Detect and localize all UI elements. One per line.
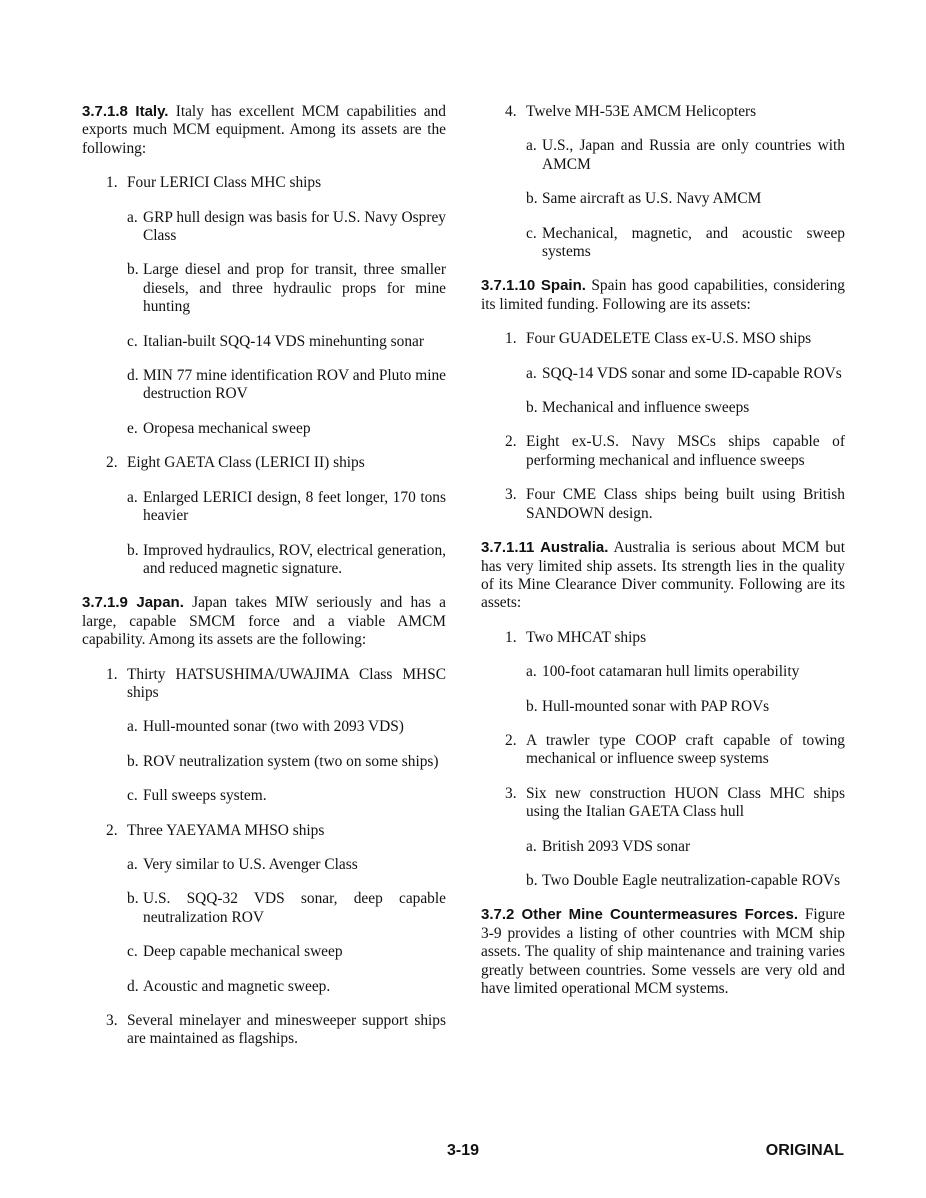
section-japan-intro: 3.7.1.9 Japan. Japan takes MIW seriously and has a large, capable SMCM force and a viable AMCM capability. Among its assets are the following:: [82, 594, 446, 649]
list-item: 2. Eight ex-U.S. Navy MSCs ships capable of performing mechanical and influence sweeps: [505, 433, 845, 469]
list-item: 1. Thirty HATSUSHIMA/UWAJIMA Class MHSC ships: [106, 665, 446, 701]
list-subitem: a. SQQ-14 VDS sonar and some ID-capable ROVs: [526, 364, 842, 382]
list-subitem: d. Acoustic and magnetic sweep.: [127, 977, 331, 995]
list-subitem: b. Large diesel and prop for transit, three smaller diesels, and three hydraulic props for mine hunting: [127, 261, 446, 316]
page-number: 3-19: [447, 1142, 480, 1159]
list-item: 3. Four CME Class ships being built using British SANDOWN design.: [505, 486, 845, 522]
right-column: [481, 103, 845, 1014]
list-item: 1. Four LERICI Class MHC ships: [106, 174, 322, 192]
section-heading-japan: 3.7.1.9 Japan.: [82, 594, 184, 612]
list-subitem: c. Italian-built SQQ-14 VDS minehunting sonar: [127, 332, 424, 350]
list-subitem: a. U.S., Japan and Russia are only countries with AMCM: [526, 137, 845, 173]
section-heading-spain: 3.7.1.10 Spain.: [481, 277, 586, 295]
list-item: 1. Four GUADELETE Class ex-U.S. MSO ships: [505, 330, 812, 348]
list-subitem: b. ROV neutralization system (two on some ships): [127, 752, 439, 770]
list-subitem: b. Hull-mounted sonar with PAP ROVs: [526, 697, 770, 715]
list-subitem: c. Deep capable mechanical sweep: [127, 943, 343, 961]
list-subitem: b. Same aircraft as U.S. Navy AMCM: [526, 190, 762, 208]
section-heading-italy: 3.7.1.8 Italy.: [82, 103, 169, 120]
section-heading-other: 3.7.2 Other Mine Countermeasures Forces.: [481, 906, 798, 924]
list-subitem: c. Full sweeps system.: [127, 787, 267, 805]
list-subitem: a. Very similar to U.S. Avenger Class: [127, 855, 358, 873]
list-item: 2. A trawler type COOP craft capable of towing mechanical or influence sweep systems: [505, 731, 845, 768]
list-subitem: e. Oropesa mechanical sweep: [127, 419, 311, 437]
list-subitem: b. Improved hydraulics, ROV, electrical generation, and reduced magnetic signature.: [127, 541, 446, 577]
list-subitem: a. Hull-mounted sonar (two with 2093 VDS): [127, 718, 404, 736]
list-subitem: b. U.S. SQQ-32 VDS sonar, deep capable neutralization ROV: [127, 890, 446, 926]
document-status: ORIGINAL: [765, 1142, 844, 1159]
section-italy-intro: 3.7.1.8 Italy. Italy has excellent MCM capabilities and exports much MCM equipment. Among its assets are the following:: [82, 103, 446, 157]
list-item: 1. Two MHCAT ships: [505, 628, 647, 646]
list-subitem: d. MIN 77 mine identification ROV and Pluto mine destruction ROV: [127, 367, 446, 403]
list-item: 2. Eight GAETA Class (LERICI II) ships: [106, 454, 365, 472]
list-subitem: a. GRP hull design was basis for U.S. Navy Osprey Class: [127, 208, 446, 245]
section-heading-australia: 3.7.1.11 Australia.: [481, 539, 609, 557]
list-subitem: a. 100-foot catamaran hull limits operability: [526, 663, 800, 681]
list-item: 3. Several minelayer and minesweeper support ships are maintained as flagships.: [106, 1012, 446, 1048]
list-subitem: b. Two Double Eagle neutralization-capable ROVs: [526, 871, 841, 889]
left-column: [82, 103, 446, 1065]
list-item: 2. Three YAEYAMA MHSO ships: [106, 821, 325, 839]
list-subitem: c. Mechanical, magnetic, and acoustic sweep systems: [526, 224, 845, 261]
list-item: 3. Six new construction HUON Class MHC ships using the Italian GAETA Class hull: [505, 784, 845, 821]
list-item: 4. Twelve MH-53E AMCM Helicopters: [505, 103, 757, 120]
list-subitem: a. British 2093 VDS sonar: [526, 837, 691, 855]
section-spain-intro: 3.7.1.10 Spain. Spain has good capabilities, considering its limited funding. Following are its assets:: [481, 277, 846, 313]
section-other-intro: 3.7.2 Other Mine Countermeasures Forces. Figure 3-9 provides a listing of other countries with MCM ship assets. The quality of ship maintenance and training varies greatly between countries. Some vessels are very old and have limited operational MCM systems.: [481, 906, 845, 997]
section-australia-intro: 3.7.1.11 Australia. Australia is serious about MCM but has very limited ship assets. Its strength lies in the quality of its Mine Clearance Diver community. Following are its assets:: [481, 539, 846, 612]
list-subitem: a. Enlarged LERICI design, 8 feet longer, 170 tons heavier: [127, 488, 446, 525]
list-subitem: b. Mechanical and influence sweeps: [526, 399, 750, 417]
